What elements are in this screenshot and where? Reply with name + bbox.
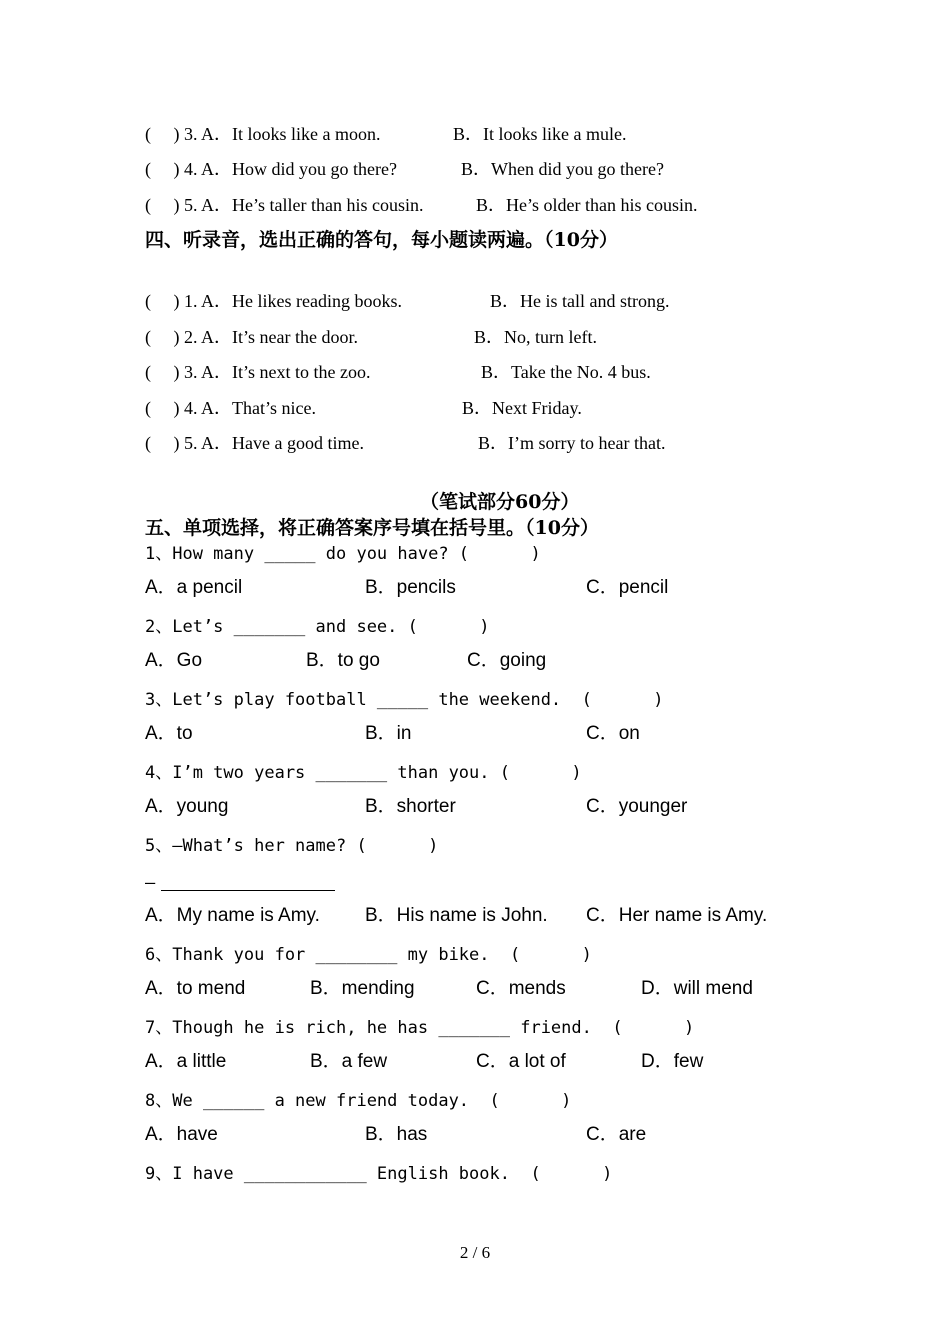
question-8-option-b: B．has bbox=[365, 1124, 428, 1145]
question-6-option-c: C．mends bbox=[476, 978, 566, 999]
section-4-item-3-option-b: B．Take the No. 4 bus. bbox=[481, 362, 651, 382]
question-1-option-a: A．a pencil bbox=[145, 577, 243, 598]
question-5-option-a: A．My name is Amy. bbox=[145, 905, 320, 926]
section-4-item-3-question: ( ) 3. A．It’s next to the zoo. bbox=[145, 362, 371, 382]
question-5-option-b: B．His name is John. bbox=[365, 905, 548, 926]
question-5-answer-line bbox=[161, 890, 335, 891]
question-5-answer-dash: — bbox=[145, 873, 156, 893]
question-6-option-d: D．will mend bbox=[641, 978, 753, 999]
listening-item-4-option-b: B．When did you go there? bbox=[461, 159, 664, 179]
section-4-title: 四、听录音，选出正确的答句，每小题读两遍。（10分） bbox=[145, 229, 618, 251]
section-4-item-2-question: ( ) 2. A．It’s near the door. bbox=[145, 327, 358, 347]
question-4-option-b: B．shorter bbox=[365, 796, 456, 817]
question-2-option-c: C．going bbox=[467, 650, 547, 671]
question-2-stem: 2、Let’s _______ and see. ( ) bbox=[145, 617, 490, 637]
question-5-stem: 5、—What’s her name? ( ) bbox=[145, 836, 439, 856]
section-4-item-2-option-b: B．No, turn left. bbox=[474, 327, 597, 347]
written-part-heading: （笔试部分60分） bbox=[420, 491, 580, 513]
section-4-item-1-question: ( ) 1. A．He likes reading books. bbox=[145, 291, 402, 311]
question-6-option-a: A．to mend bbox=[145, 978, 246, 999]
question-6-stem: 6、Thank you for ________ my bike. ( ) bbox=[145, 945, 592, 965]
question-7-option-a: A．a little bbox=[145, 1051, 227, 1072]
question-4-option-a: A．young bbox=[145, 796, 229, 817]
question-8-option-c: C．are bbox=[586, 1124, 647, 1145]
question-1-option-b: B．pencils bbox=[365, 577, 456, 598]
question-5-option-c: C．Her name is Amy. bbox=[586, 905, 768, 926]
question-2-option-b: B．to go bbox=[306, 650, 380, 671]
section-4-item-1-option-b: B．He is tall and strong. bbox=[490, 291, 670, 311]
question-6-option-b: B．mending bbox=[310, 978, 415, 999]
question-3-option-c: C．on bbox=[586, 723, 640, 744]
section-5-title: 五、单项选择，将正确答案序号填在括号里。（10分） bbox=[145, 517, 599, 539]
section-4-item-4-question: ( ) 4. A．That’s nice. bbox=[145, 398, 316, 418]
question-7-option-b: B．a few bbox=[310, 1051, 388, 1072]
question-4-stem: 4、I’m two years _______ than you. ( ) bbox=[145, 763, 582, 783]
question-1-stem: 1、How many _____ do you have? ( ) bbox=[145, 544, 541, 564]
question-3-option-a: A．to bbox=[145, 723, 193, 744]
question-7-stem: 7、Though he is rich, he has _______ friend. ( ) bbox=[145, 1018, 695, 1038]
question-8-stem: 8、We ______ a new friend today. ( ) bbox=[145, 1091, 572, 1111]
question-7-option-d: D．few bbox=[641, 1051, 704, 1072]
page-number: 2 / 6 bbox=[459, 1243, 491, 1262]
listening-item-3-option-b: B．It looks like a mule. bbox=[453, 124, 627, 144]
listening-item-5-option-b: B．He’s older than his cousin. bbox=[476, 195, 698, 215]
section-4-item-4-option-b: B．Next Friday. bbox=[462, 398, 582, 418]
question-7-option-c: C．a lot of bbox=[476, 1051, 566, 1072]
listening-item-3-question: ( ) 3. A．It looks like a moon. bbox=[145, 124, 381, 144]
question-8-option-a: A．have bbox=[145, 1124, 218, 1145]
listening-item-4-question: ( ) 4. A．How did you go there? bbox=[145, 159, 397, 179]
section-4-item-5-option-b: B．I’m sorry to hear that. bbox=[478, 433, 666, 453]
question-9-stem: 9、I have ____________ English book. ( ) bbox=[145, 1164, 613, 1184]
question-1-option-c: C．pencil bbox=[586, 577, 669, 598]
question-4-option-c: C．younger bbox=[586, 796, 688, 817]
question-3-option-b: B．in bbox=[365, 723, 412, 744]
section-4-item-5-question: ( ) 5. A．Have a good time. bbox=[145, 433, 364, 453]
question-3-stem: 3、Let’s play football _____ the weekend. ( ) bbox=[145, 690, 664, 710]
listening-item-5-question: ( ) 5. A．He’s taller than his cousin. bbox=[145, 195, 424, 215]
question-2-option-a: A．Go bbox=[145, 650, 203, 671]
